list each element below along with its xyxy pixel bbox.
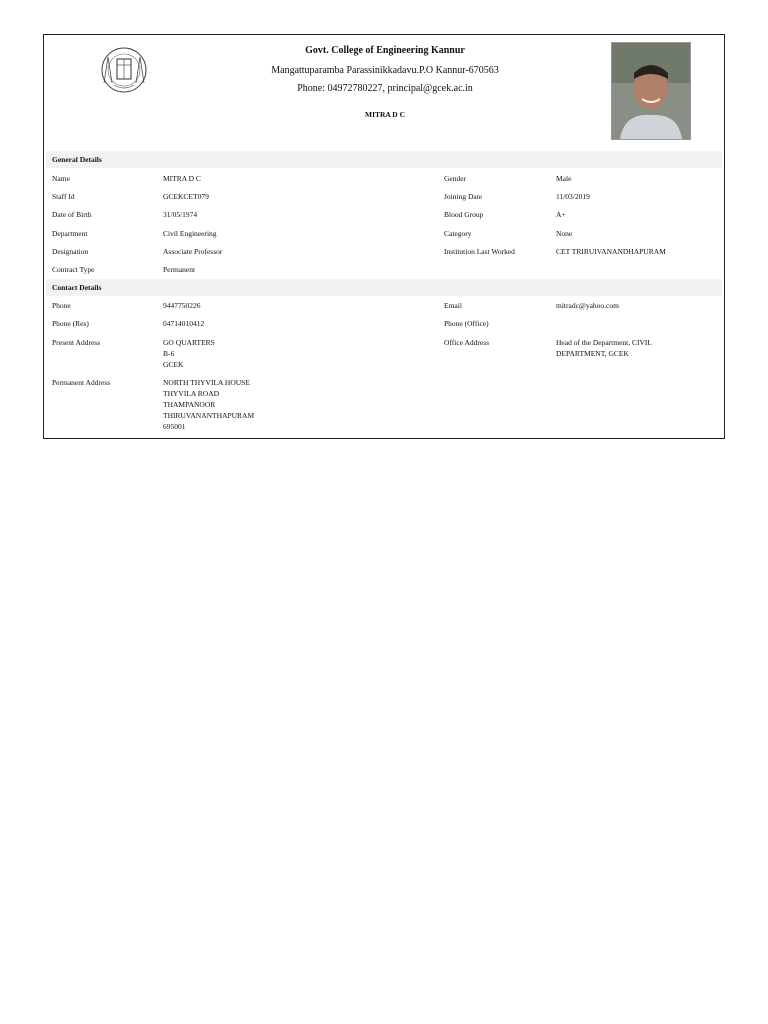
email-value: mitradc@yahoo.com [556,301,619,310]
address-line: THYVILA ROAD [163,389,220,398]
dob-label: Date of Birth [52,210,92,219]
designation-value: Associate Professor [163,247,223,256]
last-institution-label: Institution Last Worked [444,247,515,256]
email-label: Email [444,301,462,310]
staff-name-heading: MITRA D C [364,110,405,119]
name-label: Name [52,174,70,183]
phone-res-value: 04714010412 [163,319,205,328]
dob-value: 31/05/1974 [163,210,198,219]
last-institution-value: CET TRIRUIVANANDHAPURAM [556,247,666,256]
address-line: NORTH THYVILA HOUSE [163,378,250,387]
address-line: B-6 [163,349,175,358]
category-label: Category [444,229,472,238]
address-line: GCEK [163,360,184,369]
staff-id-label: Staff Id [52,192,75,201]
address-line: THIRUVANANTHAPURAM [163,411,255,420]
blood-group-label: Blood Group [444,210,484,219]
office-address-label: Office Address [444,338,490,347]
department-value: Civil Engineering [163,229,217,238]
phone-res-label: Phone (Res) [52,319,89,328]
designation-label: Designation [52,247,89,256]
joining-date-label: Joining Date [444,192,483,201]
present-address-value [163,337,215,370]
address-line: 695001 [163,422,186,431]
college-address: Mangattuparamba Parassinikkadavu.P.O Kannur-670563 [271,65,499,76]
phone-office-label: Phone (Office) [444,319,489,328]
blood-group-value: A+ [556,210,566,219]
gender-label: Gender [444,174,467,183]
address-line: THAMPANOOR [163,400,216,409]
present-address-label: Present Address [52,338,101,347]
staff-id-value: GCEKCET079 [163,192,209,201]
department-label: Department [52,229,88,238]
college-contact: Phone: 04972780227, principal@gcek.ac.in [297,83,473,94]
staff-profile-card [43,34,725,439]
office-address-value [556,337,652,359]
gender-value: Male [556,174,572,183]
permanent-address-value [163,377,254,432]
joining-date-value: 11/03/2019 [556,192,590,201]
category-value: None [556,229,573,238]
address-line: GO QUARTERS [163,338,215,347]
address-line: DEPARTMENT, GCEK [556,349,629,358]
address-line: Head of the Department, CIVIL [556,338,653,347]
college-name: Govt. College of Engineering Kannur [305,45,465,56]
contact-details-heading: Contact Details [46,279,722,296]
staff-photo [611,42,691,140]
general-details-heading: General Details [46,151,722,168]
contract-type-value: Permanent [163,265,196,274]
permanent-address-label: Permanent Address [52,378,111,387]
contract-type-label: Contract Type [52,265,95,274]
name-value: MITRA D C [163,174,201,183]
phone-label: Phone [52,301,71,310]
phone-value: 9447750226 [163,301,201,310]
